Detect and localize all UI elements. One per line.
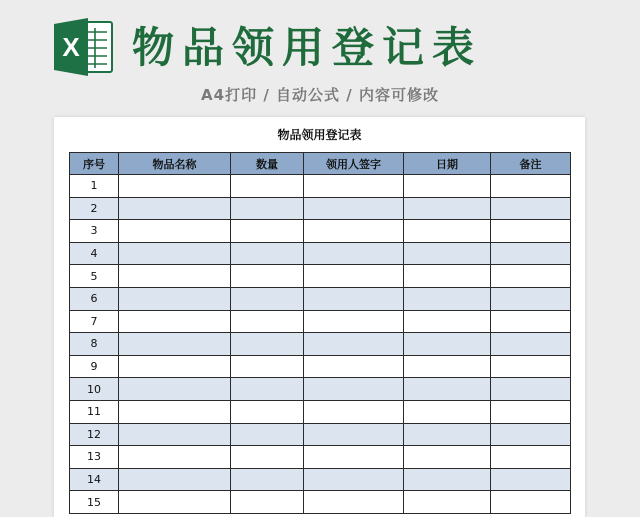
signature-cell[interactable] — [304, 310, 404, 333]
quantity-cell[interactable] — [231, 242, 304, 265]
item-name-cell[interactable] — [119, 197, 231, 220]
date-cell[interactable] — [404, 355, 491, 378]
item-name-cell[interactable] — [119, 491, 231, 514]
column-header-remarks: 备注 — [491, 153, 571, 175]
signature-cell[interactable] — [304, 423, 404, 446]
table-row — [70, 355, 571, 378]
date-cell[interactable] — [404, 265, 491, 288]
row-index-cell: 10 — [70, 378, 119, 401]
date-cell[interactable] — [404, 446, 491, 469]
row-index-cell: 12 — [70, 423, 119, 446]
remarks-cell[interactable] — [491, 220, 571, 243]
row-index-cell: 1 — [70, 175, 119, 198]
remarks-cell[interactable] — [491, 355, 571, 378]
quantity-cell[interactable] — [231, 400, 304, 423]
remarks-cell[interactable] — [491, 378, 571, 401]
column-header-quantity: 数量 — [231, 153, 304, 175]
excel-logo-icon — [52, 16, 116, 78]
quantity-cell[interactable] — [231, 491, 304, 514]
date-cell[interactable] — [404, 400, 491, 423]
item-name-cell[interactable] — [119, 423, 231, 446]
row-index-cell: 11 — [70, 400, 119, 423]
signature-cell[interactable] — [304, 287, 404, 310]
date-cell[interactable] — [404, 287, 491, 310]
date-cell[interactable] — [404, 175, 491, 198]
remarks-cell[interactable] — [491, 423, 571, 446]
quantity-cell[interactable] — [231, 175, 304, 198]
column-header-item-name: 物品名称 — [119, 153, 231, 175]
remarks-cell[interactable] — [491, 400, 571, 423]
row-index-cell: 7 — [70, 310, 119, 333]
row-index-cell: 8 — [70, 333, 119, 356]
quantity-cell[interactable] — [231, 378, 304, 401]
signature-cell[interactable] — [304, 265, 404, 288]
table-header-row — [70, 153, 571, 175]
remarks-cell[interactable] — [491, 242, 571, 265]
page-title: 物品领用登记表 — [132, 23, 483, 72]
item-name-cell[interactable] — [119, 333, 231, 356]
table-row — [70, 468, 571, 491]
date-cell[interactable] — [404, 333, 491, 356]
date-cell[interactable] — [404, 468, 491, 491]
remarks-cell[interactable] — [491, 333, 571, 356]
item-name-cell[interactable] — [119, 175, 231, 198]
page-subtitle: A4打印 / 自动公式 / 内容可修改 — [201, 86, 439, 104]
date-cell[interactable] — [404, 310, 491, 333]
table-row — [70, 491, 571, 514]
signature-cell[interactable] — [304, 197, 404, 220]
banner — [0, 0, 640, 110]
item-name-cell[interactable] — [119, 446, 231, 469]
quantity-cell[interactable] — [231, 287, 304, 310]
signature-cell[interactable] — [304, 220, 404, 243]
table-row — [70, 287, 571, 310]
column-header-index: 序号 — [70, 153, 119, 175]
signature-cell[interactable] — [304, 242, 404, 265]
remarks-cell[interactable] — [491, 310, 571, 333]
quantity-cell[interactable] — [231, 310, 304, 333]
quantity-cell[interactable] — [231, 265, 304, 288]
table-row — [70, 423, 571, 446]
quantity-cell[interactable] — [231, 446, 304, 469]
quantity-cell[interactable] — [231, 468, 304, 491]
register-table — [69, 152, 571, 514]
item-name-cell[interactable] — [119, 287, 231, 310]
item-name-cell[interactable] — [119, 242, 231, 265]
spreadsheet-page — [54, 117, 585, 517]
item-name-cell[interactable] — [119, 220, 231, 243]
remarks-cell[interactable] — [491, 287, 571, 310]
signature-cell[interactable] — [304, 491, 404, 514]
remarks-cell[interactable] — [491, 265, 571, 288]
row-index-cell: 4 — [70, 242, 119, 265]
signature-cell[interactable] — [304, 333, 404, 356]
item-name-cell[interactable] — [119, 400, 231, 423]
table-row — [70, 310, 571, 333]
row-index-cell: 13 — [70, 446, 119, 469]
signature-cell[interactable] — [304, 355, 404, 378]
row-index-cell: 6 — [70, 287, 119, 310]
date-cell[interactable] — [404, 423, 491, 446]
logo-letter: X — [62, 32, 80, 62]
table-row — [70, 220, 571, 243]
table-row — [70, 446, 571, 469]
table-row — [70, 400, 571, 423]
row-index-cell: 14 — [70, 468, 119, 491]
table-row — [70, 242, 571, 265]
date-cell[interactable] — [404, 378, 491, 401]
table-row — [70, 197, 571, 220]
item-name-cell[interactable] — [119, 378, 231, 401]
quantity-cell[interactable] — [231, 333, 304, 356]
remarks-cell[interactable] — [491, 491, 571, 514]
date-cell[interactable] — [404, 242, 491, 265]
signature-cell[interactable] — [304, 468, 404, 491]
row-index-cell: 9 — [70, 355, 119, 378]
row-index-cell: 3 — [70, 220, 119, 243]
item-name-cell[interactable] — [119, 310, 231, 333]
date-cell[interactable] — [404, 491, 491, 514]
item-name-cell[interactable] — [119, 468, 231, 491]
row-index-cell: 5 — [70, 265, 119, 288]
table-row — [70, 175, 571, 198]
table-row — [70, 378, 571, 401]
row-index-cell: 2 — [70, 197, 119, 220]
sheet-title: 物品领用登记表 — [277, 128, 362, 142]
quantity-cell[interactable] — [231, 197, 304, 220]
signature-cell[interactable] — [304, 400, 404, 423]
remarks-cell[interactable] — [491, 446, 571, 469]
column-header-signature: 领用人签字 — [304, 153, 404, 175]
quantity-cell[interactable] — [231, 355, 304, 378]
item-name-cell[interactable] — [119, 265, 231, 288]
signature-cell[interactable] — [304, 378, 404, 401]
remarks-cell[interactable] — [491, 468, 571, 491]
remarks-cell[interactable] — [491, 175, 571, 198]
remarks-cell[interactable] — [491, 197, 571, 220]
item-name-cell[interactable] — [119, 355, 231, 378]
signature-cell[interactable] — [304, 175, 404, 198]
row-index-cell: 15 — [70, 491, 119, 514]
date-cell[interactable] — [404, 220, 491, 243]
signature-cell[interactable] — [304, 446, 404, 469]
quantity-cell[interactable] — [231, 220, 304, 243]
column-header-date: 日期 — [404, 153, 491, 175]
table-row — [70, 333, 571, 356]
quantity-cell[interactable] — [231, 423, 304, 446]
table-row — [70, 265, 571, 288]
date-cell[interactable] — [404, 197, 491, 220]
